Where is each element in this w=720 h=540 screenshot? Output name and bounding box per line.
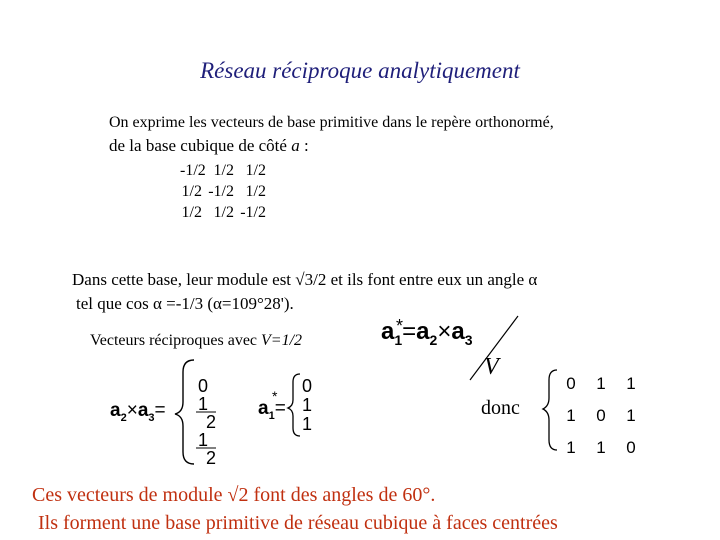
fraction-slash — [470, 316, 518, 380]
reciprocal-prefix: Vecteurs réciproques avec — [90, 332, 262, 349]
matrix-row: -1/2 1/2 1/2 — [180, 162, 266, 179]
cross-product-denominator: 2 — [206, 412, 217, 432]
a1-star-lhs: $a_1=$ — [258, 398, 286, 422]
cross-product-lhs: $a_2\times a_3=$ — [110, 400, 166, 424]
cross-product-denominator: 2 — [206, 448, 217, 468]
donc-label: donc — [481, 397, 520, 419]
conclusion-line-1: Ces vecteurs de module √2 font des angles de 60°. — [32, 484, 436, 506]
star-superscript: * — [272, 388, 278, 404]
variable-a: a — [291, 136, 300, 155]
matrix-row: 0 1 1 — [566, 374, 636, 393]
matrix-row: 1/2 1/2 -1/2 — [181, 204, 266, 221]
a1-star-component-2: 1 — [302, 414, 313, 434]
star-superscript: * — [396, 316, 404, 336]
conclusion-line-2: Ils forment une base primitive de réseau cubique à faces centrées — [38, 512, 558, 534]
left-brace — [288, 374, 300, 436]
slide-title: Réseau réciproque analytiquement — [200, 58, 520, 83]
cross-product-component-1: 1 — [198, 394, 209, 414]
volume-denominator: V — [484, 354, 499, 380]
cross-product-component-0: 0 — [198, 376, 209, 396]
module-line-1: Dans cette base, leur module est √3/2 et ils font entre eux un angle α — [72, 270, 538, 289]
reciprocal-formula: $a_1=a_2\times a_3$ — [381, 318, 473, 348]
a1-star-component-0: 0 — [302, 376, 313, 396]
module-line-2: tel que cos α =-1/3 (α=109°28'). — [76, 294, 294, 313]
matrix-row: 1 0 1 — [566, 406, 636, 425]
volume-value: V=1/2 — [261, 332, 303, 349]
left-brace — [543, 370, 557, 450]
intro-line-2-prefix: de la base cubique de côté — [109, 136, 292, 155]
matrix-row: 1 1 0 — [566, 438, 636, 457]
matrix-row: 1/2 -1/2 1/2 — [181, 183, 266, 200]
intro-line-2-suffix: : — [299, 136, 309, 155]
a1-star-component-1: 1 — [302, 395, 313, 415]
left-brace — [175, 360, 194, 464]
intro-line-1: On exprime les vecteurs de base primitive dans le repère orthonormé, — [109, 114, 554, 131]
cross-product-component-2: 1 — [198, 430, 209, 450]
